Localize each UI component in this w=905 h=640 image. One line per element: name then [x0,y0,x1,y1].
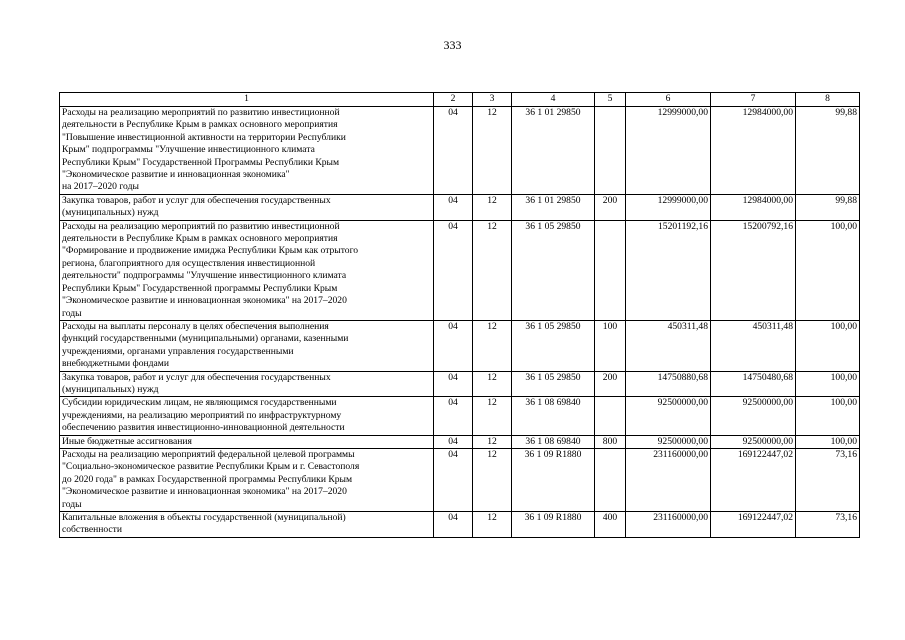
expense-description: Расходы на реализацию мероприятий по развитию инвестиционной деятельности в Республике Крым в рамках основного мероприятия "Повышение инвестиционной активности на территории Республики Крым" подпрограммы "Улучшение инвестиционного климата Республики Крым" Государственной Программы Республики Крым "Экономическое развитие и инновационная экономика" на 2017–2020 годы [60,107,434,195]
executed-amount: 12984000,00 [711,107,796,195]
executed-amount: 92500000,00 [711,435,796,448]
column-header: 3 [473,93,512,107]
planned-amount: 92500000,00 [626,435,711,448]
subsection-code: 12 [473,435,512,448]
executed-amount: 92500000,00 [711,397,796,435]
expense-description: Расходы на реализацию мероприятий федеральной целевой программы "Социально-экономическое развитие Республики Крым и г. Севастополя до 2020 года" в рамках Государственной программы Республики Крым "Экономическое развитие и инновационная экономика" на 2017–2020 годы [60,448,434,511]
table-row [60,371,860,397]
target-article-code: 36 1 05 29850 [512,371,595,397]
planned-amount: 15201192,16 [626,220,711,320]
expense-description: Капитальные вложения в объекты государственной (муниципальной) собственности [60,512,434,538]
section-code: 04 [434,107,473,195]
table-row [60,194,860,220]
column-header: 7 [711,93,796,107]
table-row [60,512,860,538]
expense-description: Закупка товаров, работ и услуг для обеспечения государственных (муниципальных) нужд [60,371,434,397]
target-article-code: 36 1 09 R1880 [512,512,595,538]
expense-type-code [595,448,626,511]
target-article-code: 36 1 05 29850 [512,320,595,371]
section-code: 04 [434,512,473,538]
section-code: 04 [434,320,473,371]
target-article-code: 36 1 01 29850 [512,194,595,220]
expense-type-code: 400 [595,512,626,538]
subsection-code: 12 [473,194,512,220]
table-row [60,220,860,320]
execution-percent: 100,00 [796,220,860,320]
column-header: 2 [434,93,473,107]
column-header: 4 [512,93,595,107]
execution-percent: 99,88 [796,107,860,195]
planned-amount: 12999000,00 [626,194,711,220]
planned-amount: 14750880,68 [626,371,711,397]
planned-amount: 450311,48 [626,320,711,371]
section-code: 04 [434,397,473,435]
executed-amount: 15200792,16 [711,220,796,320]
budget-table [59,92,860,538]
executed-amount: 450311,48 [711,320,796,371]
expense-type-code: 200 [595,371,626,397]
planned-amount: 12999000,00 [626,107,711,195]
target-article-code: 36 1 09 R1880 [512,448,595,511]
table-row [60,435,860,448]
expense-description: Иные бюджетные ассигнования [60,435,434,448]
executed-amount: 14750480,68 [711,371,796,397]
expense-type-code: 200 [595,194,626,220]
section-code: 04 [434,194,473,220]
execution-percent: 100,00 [796,435,860,448]
subsection-code: 12 [473,448,512,511]
expense-type-code [595,220,626,320]
execution-percent: 100,00 [796,397,860,435]
target-article-code: 36 1 08 69840 [512,435,595,448]
executed-amount: 12984000,00 [711,194,796,220]
subsection-code: 12 [473,397,512,435]
column-header: 1 [60,93,434,107]
execution-percent: 100,00 [796,320,860,371]
column-header: 8 [796,93,860,107]
subsection-code: 12 [473,220,512,320]
planned-amount: 231160000,00 [626,448,711,511]
section-code: 04 [434,448,473,511]
subsection-code: 12 [473,320,512,371]
subsection-code: 12 [473,371,512,397]
table-row [60,448,860,511]
execution-percent: 100,00 [796,371,860,397]
section-code: 04 [434,220,473,320]
page-number: 333 [443,38,462,52]
target-article-code: 36 1 08 69840 [512,397,595,435]
table-row [60,107,860,195]
expense-description: Расходы на выплаты персоналу в целях обеспечения выполнения функций государственными (муниципальными) органами, казенными учреждениями, органами управления государственными внебюджетными фондами [60,320,434,371]
section-code: 04 [434,371,473,397]
execution-percent: 73,16 [796,512,860,538]
execution-percent: 73,16 [796,448,860,511]
planned-amount: 231160000,00 [626,512,711,538]
expense-description: Субсидии юридическим лицам, не являющимся государственными учреждениями, на реализацию мероприятий по инфраструктурному обеспечению развития инвестиционно-инновационной деятельности [60,397,434,435]
expense-description: Закупка товаров, работ и услуг для обеспечения государственных (муниципальных) нужд [60,194,434,220]
expense-type-code: 800 [595,435,626,448]
expense-type-code [595,397,626,435]
executed-amount: 169122447,02 [711,448,796,511]
table-row [60,320,860,371]
planned-amount: 92500000,00 [626,397,711,435]
target-article-code: 36 1 05 29850 [512,220,595,320]
subsection-code: 12 [473,107,512,195]
executed-amount: 169122447,02 [711,512,796,538]
expense-type-code: 100 [595,320,626,371]
column-header: 6 [626,93,711,107]
expense-description: Расходы на реализацию мероприятий по развитию инвестиционной деятельности в Республике Крым в рамках основного мероприятия "Формирование и продвижение имиджа Республики Крым как отрытого региона, благоприятного для осуществления инвестиционной деятельности" подпрограммы "Улучшение инвестиционного климата Республики Крым" Государственной программы Республики Крым "Экономическое развитие и инновационная экономика" на 2017–2020 годы [60,220,434,320]
subsection-code: 12 [473,512,512,538]
section-code: 04 [434,435,473,448]
target-article-code: 36 1 01 29850 [512,107,595,195]
column-header: 5 [595,93,626,107]
expense-type-code [595,107,626,195]
table-row [60,397,860,435]
header-row [60,93,860,107]
execution-percent: 99,88 [796,194,860,220]
